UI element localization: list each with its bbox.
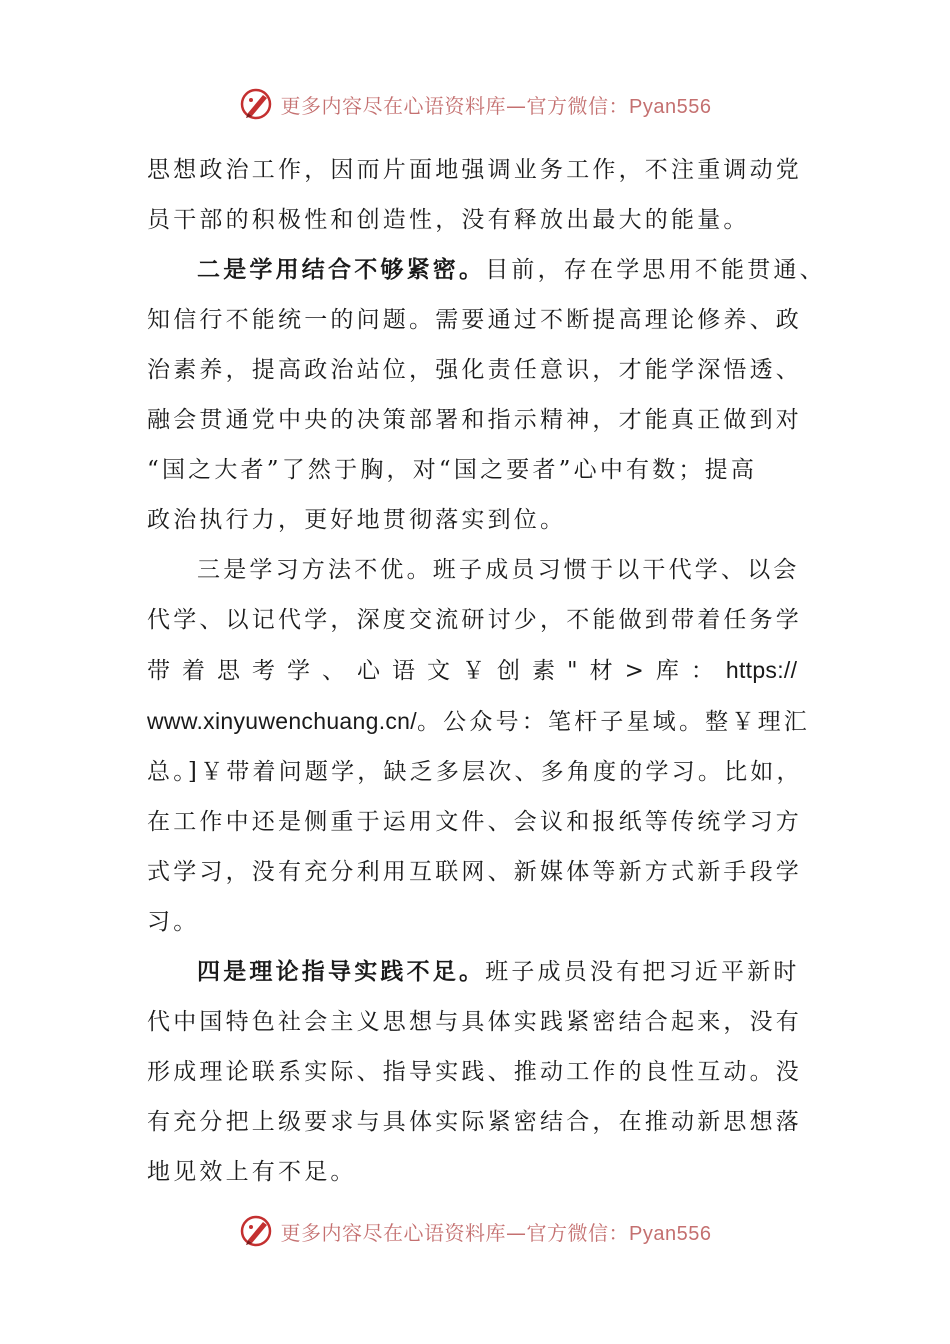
pen-logo-icon (239, 86, 275, 122)
pen-logo-icon (239, 1213, 275, 1249)
heading-4: 四是理论指导实践不足。 (197, 958, 486, 985)
banner-text: 更多内容尽在心语资料库—官方微信： (280, 93, 630, 118)
text-line: 思想政治工作，因而片面地强调业务工作，不注重调动党 (147, 157, 802, 183)
heading-2: 二是学用结合不够紧密。 (197, 256, 486, 283)
text-line: 形成理论联系实际、指导实践、推动工作的良性互动。没 (147, 1059, 802, 1085)
text-line: 代学、以记代学，深度交流研讨少，不能做到带着任务学 (147, 607, 802, 633)
text-line: 代中国特色社会主义思想与具体实践紧密结合起来，没有 (147, 1009, 802, 1035)
text-line: 政治执行力，更好地贯彻落实到位。 (147, 507, 567, 533)
document-body (147, 145, 826, 1197)
wechat-id: Pyan556 (629, 1222, 712, 1245)
text-line: 带着思考学、心语文￥创素"材>库：https:// (147, 657, 798, 684)
text-line: “国之大者”了然于胸，对“国之要者”心中有数；提高 (147, 457, 758, 483)
text-line: 地见效上有不足。 (147, 1159, 357, 1185)
text-line: 习。 (147, 909, 200, 935)
url-text: www.xinyuwenchuang.cn/ (147, 708, 417, 734)
text-line: 式学习，没有充分利用互联网、新媒体等新方式新手段学 (147, 859, 802, 885)
header-banner (0, 84, 950, 124)
text-line: 治素养，提高政治站位，强化责任意识，才能学深悟透、 (147, 357, 802, 383)
text-line: 知信行不能统一的问题。需要通过不断提高理论修养、政 (147, 307, 802, 333)
banner-text: 更多内容尽在心语资料库—官方微信： (280, 1220, 630, 1245)
paragraph-2: 二是学用结合不够紧密。目前，存在学思用不能贯通、 (197, 256, 826, 283)
text-line: 有充分把上级要求与具体实际紧密结合，在推动新思想落 (147, 1109, 802, 1135)
url-fragment: https:// (725, 657, 798, 683)
text-line: 三是学习方法不优。班子成员习惯于以干代学、以会 (197, 557, 800, 583)
text-line: 总。]￥带着问题学，缺乏多层次、多角度的学习。比如， (147, 759, 803, 785)
footer-banner (0, 1211, 950, 1251)
paragraph-4: 四是理论指导实践不足。班子成员没有把习近平新时 (197, 958, 800, 985)
wechat-id: Pyan556 (629, 95, 712, 118)
text-line: www.xinyuwenchuang.cn/。公众号：笔杆子星域。整￥理汇 (147, 708, 810, 735)
text-line: 在工作中还是侧重于运用文件、会议和报纸等传统学习方 (147, 809, 802, 835)
text-line: 融会贯通党中央的决策部署和指示精神，才能真正做到对 (147, 407, 802, 433)
text-line: 员干部的积极性和创造性，没有释放出最大的能量。 (147, 207, 750, 233)
